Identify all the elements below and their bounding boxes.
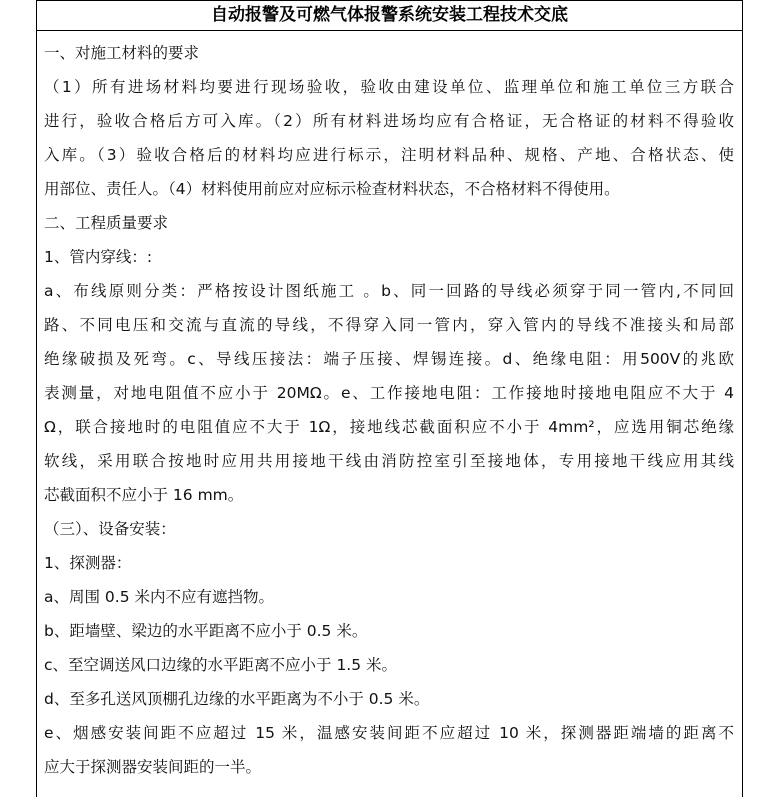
paragraph-line: 入库。（3）验收合格后的材料均应进行标示，注明材料品种、规格、产地、合格状态、使 <box>44 146 734 164</box>
subheading-wiring: 1、管内穿线：: <box>44 248 153 266</box>
document-body <box>44 36 734 784</box>
section-heading-installation: （三）、设备安装： <box>44 520 176 538</box>
paragraph-line: 用部位、责任人。（4）材料使用前应对应标示检查材料状态，不合格材料不得使用。 <box>44 180 620 198</box>
paragraph-line: 绝缘破损及死弯。c、导线压接法：端子压接、焊锡连接。d、绝缘电阻：用500V的兆欧 <box>44 350 734 368</box>
list-item: a、周围 0.5 米内不应有遮挡物。 <box>44 588 275 606</box>
title-divider <box>36 30 743 31</box>
subheading-detector: 1、探测器： <box>44 554 132 572</box>
list-item: b、距墙壁、梁边的水平距离不应小于 0.5 米。 <box>44 622 368 640</box>
list-item: c、至空调送风口边缘的水平距离不应小于 1.5 米。 <box>44 656 398 674</box>
paragraph-line: 路、不同电压和交流与直流的导线，不得穿入同一管内，穿入管内的导线不准接头和局部 <box>44 316 734 334</box>
paragraph-line: （1）所有进场材料均要进行现场验收，验收由建设单位、监理单位和施工单位三方联合 <box>44 78 734 96</box>
list-item: d、至多孔送风顶棚孔边缘的水平距离为不小于 0.5 米。 <box>44 690 430 708</box>
paragraph-line: Ω，联合接地时的电阻值应不大于 1Ω，接地线芯截面积应不小于 4mm²，应选用铜芯绝缘 <box>44 418 734 436</box>
paragraph-line: 进行，验收合格后方可入库。（2）所有材料进场均应有合格证，无合格证的材料不得验收 <box>44 112 734 130</box>
paragraph-line: 芯截面积不应小于 16 mm。 <box>44 486 244 504</box>
list-item: 应大于探测器安装间距的一半。 <box>44 758 262 776</box>
paragraph-line: 软线，采用联合按地时应用共用接地干线由消防控室引至接地体，专用接地干线应用其线 <box>44 452 734 470</box>
section-heading-materials: 一、对施工材料的要求 <box>44 44 200 62</box>
paragraph-line: 表测量，对地电阻值不应小于 20MΩ。e、工作接地电阻：工作接地时接地电阻应不大于 4 <box>44 384 734 402</box>
section-heading-quality: 二、工程质量要求 <box>44 214 169 232</box>
document-title: 自动报警及可燃气体报警系统安装工程技术交底 <box>211 5 568 25</box>
list-item: e、烟感安装间距不应超过 15 米，温感安装间距不应超过 10 米，探测器距端墙的距离不 <box>44 724 734 742</box>
paragraph-line: a、布线原则分类：严格按设计图纸施工 。b、同一回路的导线必须穿于同一管内,不同回 <box>44 282 734 300</box>
